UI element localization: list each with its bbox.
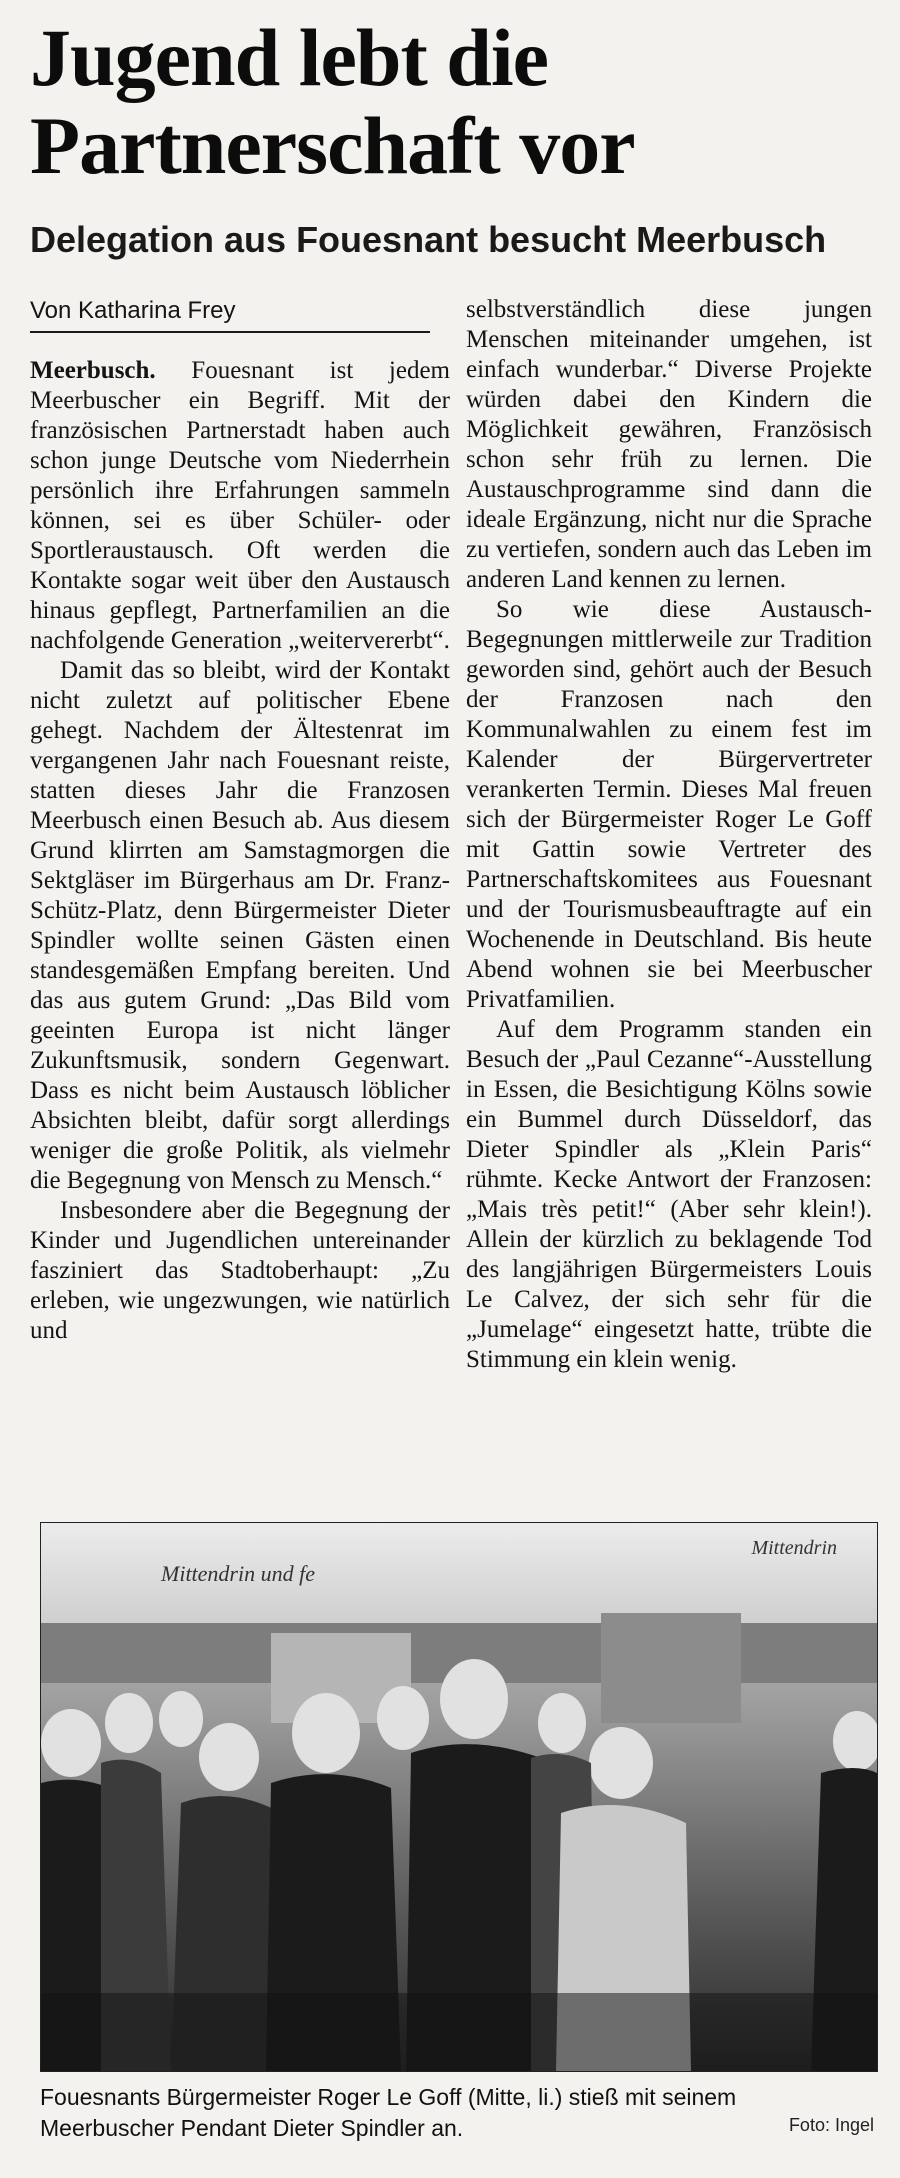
article-paragraph-4: selbstverständlich diese jungen Menschen miteinander umgehen, ist einfach wunderbar.“ Diverse Projekte würden dabei den Kindern die Möglichkeit gewähren, Französisch schon sehr früh zu lernen. Die Austauschprogramme sind dann die ideale Ergänzung, nicht nur die Sprache zu vertiefen, sondern auch das Leben im anderen Land kennen zu lernen. — [466, 296, 872, 593]
headline-line-2: Partnerschaft vor — [30, 100, 635, 191]
dateline: Meerbusch. — [30, 357, 156, 384]
byline: Von Katharina Frey — [30, 297, 236, 324]
article-column-2 — [466, 295, 872, 1375]
byline-rule — [30, 331, 430, 333]
subheadline: Delegation aus Fouesnant besucht Meerbusch — [30, 219, 827, 260]
banner-text-right: Mittendrin — [751, 1537, 837, 1559]
banner-text: Mittendrin und fe — [161, 1561, 315, 1586]
paragraph-1-text: Fouesnant ist jedem Meerbuscher ein Begriff. Mit der französischen Partnerstadt haben auch schon junge Deutsche vom Niederrhein persönlich ihre Erfahrungen sammeln können, sei es über Schüler- oder Sportleraustausch. Oft werden die Kontakte sogar weit über den Austausch hinaus gepflegt, Partnerfamilien an die nachfolgende Generation „weitervererbt“. — [30, 357, 451, 654]
headline-line-1: Jugend lebt die — [30, 12, 549, 103]
article-paragraph-1 — [30, 356, 450, 656]
photo-caption: Fouesnants Bürgermeister Roger Le Goff (Mitte, li.) stieß mit seinem Meerbuscher Pendant Dieter Spindler an. — [40, 2084, 737, 2141]
headline — [30, 14, 870, 190]
article-photo — [40, 1522, 878, 2072]
article-paragraph-5: So wie diese Austausch-Begegnungen mittlerweile zur Tradition geworden sind, gehört auch der Besuch der Franzosen nach den Kommunalwahlen zu einem fest im Kalender der Bürgervertreter verankerten Termin. Dieses Mal freuen sich der Bürgermeister Roger Le Goff mit Gattin sowie Vertreter des Partnerschaftskomitees aus Fouesnant und der Tourismusbeauftragte auf ein Wochenende in Deutschland. Bis heute Abend wohnen sie bei Meerbuscher Privatfamilien. — [466, 596, 872, 1013]
group-photo-silhouettes — [41, 1523, 877, 2071]
article-column-1 — [30, 356, 450, 1346]
article-paragraph-3: Insbesondere aber die Begegnung der Kinder und Jugendlichen untereinander fasziniert das Stadtoberhaupt: „Zu erleben, wie ungezwungen, wie natürlich und — [30, 1197, 450, 1344]
article-paragraph-2: Damit das so bleibt, wird der Kontakt nicht zuletzt auf politischer Ebene gehegt. Nachdem der Ältestenrat im vergangenen Jahr nach Fouesnant reiste, statten dieses Jahr die Franzosen Meerbusch einen Besuch ab. Aus diesem Grund klirrten am Samstagmorgen die Sektgläser im Bürgerhaus am Dr. Franz-Schütz-Platz, denn Bürgermeister Dieter Spindler wollte seinen Gästen einen standesgemäßen Empfang bereiten. Und das aus gutem Grund: „Das Bild vom geeinten Europa ist nicht länger Zukunftsmusik, sondern Gegenwart. Dass es nicht beim Austausch löblicher Absichten bleibt, dafür sorgt allerdings weniger die große Politik, als vielmehr die Begegnung von Mensch zu Mensch.“ — [30, 657, 450, 1194]
photo-credit: Foto: Ingel — [788, 2115, 874, 2135]
article-paragraph-6: Auf dem Programm standen ein Besuch der „Paul Cezanne“-Ausstellung in Essen, die Besichtigung Kölns sowie ein Bummel durch Düsseldorf, das Dieter Spindler als „Klein Paris“ rühmte. Kecke Antwort der Franzosen: „Mais très petit!“ (Aber sehr klein!). Allein der kürzlich zu beklagende Tod des langjährigen Bürgermeisters Louis Le Calvez, der sich sehr für die „Jumelage“ eingesetzt hatte, trübte die Stimmung ein klein wenig. — [466, 1016, 872, 1373]
